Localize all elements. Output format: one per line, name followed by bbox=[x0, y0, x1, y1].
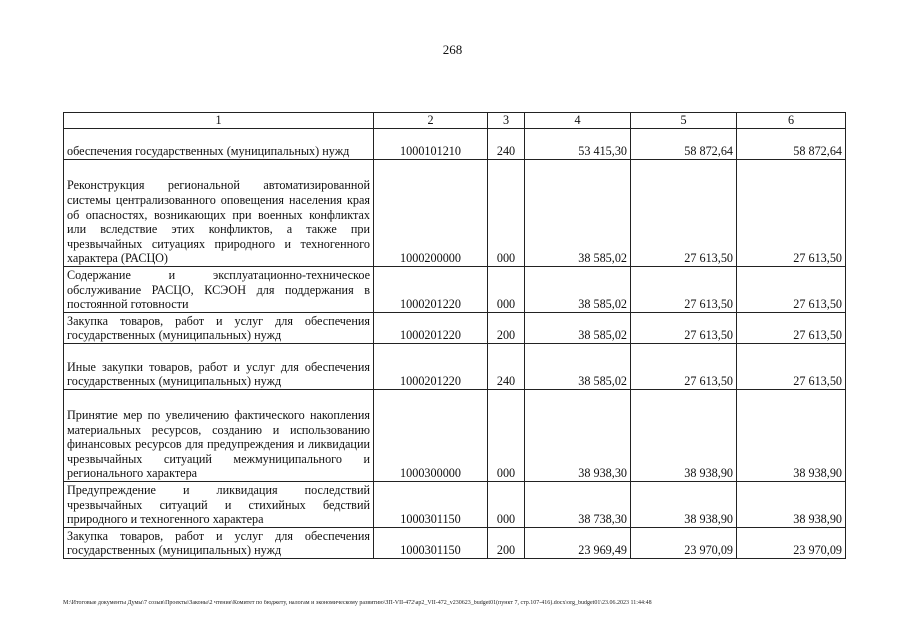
row-code: 1000101210 bbox=[374, 129, 488, 160]
row-description: Закупка товаров, работ и услуг для обеспечения государственных (муниципальных) нужд bbox=[64, 313, 374, 344]
row-description: Принятие мер по увеличению фактического накопления материальных ресурсов, созданию и использованию финансовых ресурсов для предупреждения и ликвидации чрезвычайных ситуаций межмуниципального и регионального характера bbox=[64, 390, 374, 482]
row-value-col4: 38 585,02 bbox=[525, 344, 631, 390]
row-expense-type: 240 bbox=[488, 344, 525, 390]
row-code: 1000200000 bbox=[374, 160, 488, 267]
column-header: 5 bbox=[631, 113, 737, 129]
row-expense-type: 000 bbox=[488, 267, 525, 313]
row-value-col5: 38 938,90 bbox=[631, 482, 737, 528]
row-value-col6: 38 938,90 bbox=[737, 482, 846, 528]
row-value-col6: 27 613,50 bbox=[737, 267, 846, 313]
table-row bbox=[64, 129, 846, 160]
row-value-col5: 27 613,50 bbox=[631, 267, 737, 313]
row-value-col5: 23 970,09 bbox=[631, 528, 737, 559]
row-description: Иные закупки товаров, работ и услуг для обеспечения государственных (муниципальных) нужд bbox=[64, 344, 374, 390]
page-number: 268 bbox=[442, 42, 463, 57]
row-expense-type: 240 bbox=[488, 129, 525, 160]
table-row bbox=[64, 482, 846, 528]
row-value-col6: 27 613,50 bbox=[737, 344, 846, 390]
column-header: 6 bbox=[737, 113, 846, 129]
row-value-col4: 53 415,30 bbox=[525, 129, 631, 160]
row-value-col6: 27 613,50 bbox=[737, 313, 846, 344]
row-code: 1000201220 bbox=[374, 344, 488, 390]
row-value-col5: 27 613,50 bbox=[631, 313, 737, 344]
row-code: 1000301150 bbox=[374, 528, 488, 559]
row-value-col4: 38 585,02 bbox=[525, 313, 631, 344]
table-header-row bbox=[64, 113, 846, 129]
row-value-col5: 27 613,50 bbox=[631, 160, 737, 267]
row-code: 1000201220 bbox=[374, 313, 488, 344]
row-expense-type: 000 bbox=[488, 482, 525, 528]
row-value-col4: 38 585,02 bbox=[525, 267, 631, 313]
row-value-col5: 27 613,50 bbox=[631, 344, 737, 390]
row-description: обеспечения государственных (муниципальных) нужд bbox=[64, 129, 374, 160]
row-description: Закупка товаров, работ и услуг для обеспечения государственных (муниципальных) нужд bbox=[64, 528, 374, 559]
column-header: 3 bbox=[488, 113, 525, 129]
row-expense-type: 000 bbox=[488, 160, 525, 267]
footer-file-path: M:\Итоговые документы Думы\7 созыв\Проекты\Законы\2 чтение\Комитет по бюджету, налогам и экономическому развитию\ЗП-VII-472\ар2_VII-472_v230623_budget01(пункт 7, стр.107-416).docx\org_budget01\23.06.2023 11:44:48 bbox=[63, 600, 652, 606]
row-code: 1000201220 bbox=[374, 267, 488, 313]
table-row bbox=[64, 528, 846, 559]
row-value-col6: 27 613,50 bbox=[737, 160, 846, 267]
row-value-col6: 38 938,90 bbox=[737, 390, 846, 482]
row-code: 1000301150 bbox=[374, 482, 488, 528]
budget-table bbox=[63, 112, 846, 559]
table-row bbox=[64, 344, 846, 390]
row-code: 1000300000 bbox=[374, 390, 488, 482]
row-description: Предупреждение и ликвидация последствий чрезвычайных ситуаций и стихийных бедствий природного и техногенного характера bbox=[64, 482, 374, 528]
row-expense-type: 200 bbox=[488, 528, 525, 559]
column-header: 4 bbox=[525, 113, 631, 129]
row-value-col5: 58 872,64 bbox=[631, 129, 737, 160]
row-value-col4: 38 738,30 bbox=[525, 482, 631, 528]
row-value-col5: 38 938,90 bbox=[631, 390, 737, 482]
row-value-col4: 38 585,02 bbox=[525, 160, 631, 267]
row-value-col6: 23 970,09 bbox=[737, 528, 846, 559]
row-value-col6: 58 872,64 bbox=[737, 129, 846, 160]
row-description: Реконструкция региональной автоматизированной системы централизованного оповещения населения края об опасностях, возникающих при военных конфликтах или вследствие этих конфликтов, а также при чрезвычайных ситуациях природного и техногенного характера (РАСЦО) bbox=[64, 160, 374, 267]
row-expense-type: 000 bbox=[488, 390, 525, 482]
row-description: Содержание и эксплуатационно-техническое обслуживание РАСЦО, КСЭОН для поддержания в постоянной готовности bbox=[64, 267, 374, 313]
row-value-col4: 38 938,30 bbox=[525, 390, 631, 482]
table-row bbox=[64, 160, 846, 267]
row-value-col4: 23 969,49 bbox=[525, 528, 631, 559]
table-row bbox=[64, 267, 846, 313]
table-row bbox=[64, 390, 846, 482]
column-header: 2 bbox=[374, 113, 488, 129]
column-header: 1 bbox=[64, 113, 374, 129]
row-expense-type: 200 bbox=[488, 313, 525, 344]
table-row bbox=[64, 313, 846, 344]
